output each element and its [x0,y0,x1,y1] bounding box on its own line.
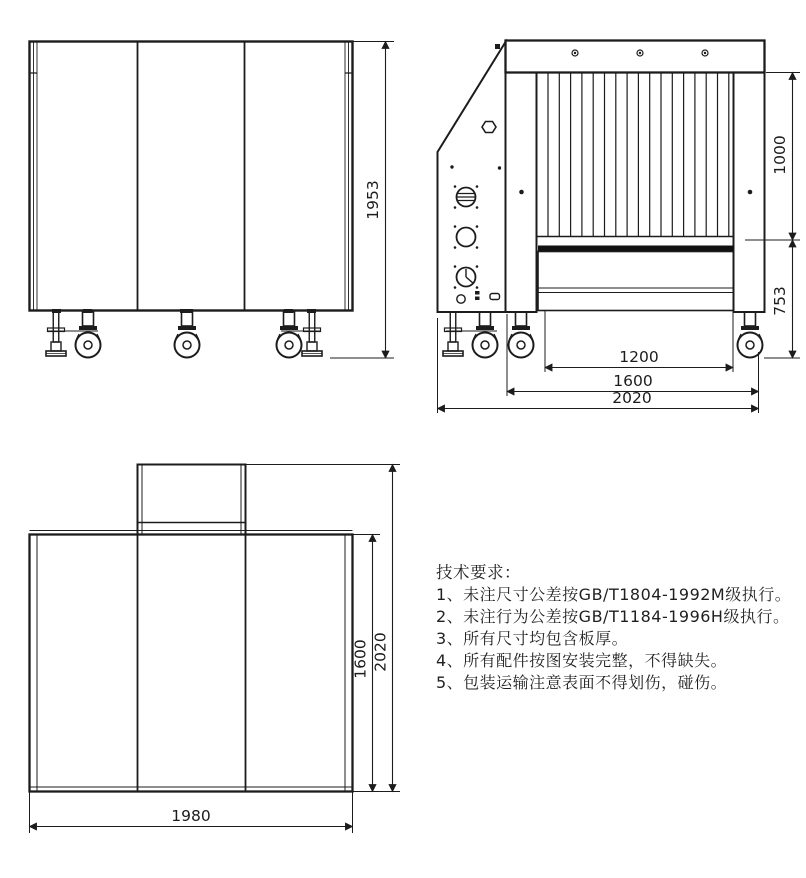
panel-key-switch [454,265,479,289]
top-edge-hairlines [30,531,353,788]
note-line: 1、未注尺寸公差按GB/T1804-1992M级执行。 [436,585,792,604]
side-panel-seams [138,42,245,311]
panel-socket [490,294,500,300]
caster-wheel [473,312,498,358]
panel-screws [450,165,752,194]
panel-handle [482,122,496,133]
lead-curtain [537,73,734,237]
dim-label-2020: 2020 [612,389,652,407]
top-panel-seams [138,535,246,792]
panel-indicator-lamp [457,295,465,303]
dimension-overall-depth [246,465,401,792]
panel-small-switches [475,291,480,300]
conveyor-frame-lines [538,288,734,293]
note-line: 5、包装运输注意表面不得划伤，碰伤。 [436,673,728,692]
notes-title: 技术要求： [436,563,521,582]
top-view [30,465,401,834]
leveling-foot [46,312,66,356]
top-beam-screws [572,50,708,56]
caster-wheel [738,312,763,358]
dim-label-1600-top: 1600 [351,639,370,679]
note-line: 2、未注行为公差按GB/T1184-1996H级执行。 [436,607,790,626]
dim-label-2020-top: 2020 [371,632,390,672]
top-protrusion [138,465,246,535]
caster-wheel [509,312,534,358]
dim-label-1980: 1980 [171,807,211,825]
note-line: 3、所有尺寸均包含板厚。 [436,629,629,648]
caster-wheel [175,312,200,358]
top-side-rails [37,535,345,792]
conveyor-belt [538,246,734,252]
top-body-outline [30,535,353,792]
panel-knob-round [454,225,479,249]
dim-label-1200: 1200 [619,348,659,366]
technical-notes [436,562,800,694]
caster-wheel [76,312,101,358]
front-view [438,41,801,414]
panel-knob-vent [454,185,479,209]
conveyor [538,246,734,311]
side-view [30,42,395,359]
leveling-foot [302,312,322,356]
conveyor-body [538,252,734,311]
dim-label-753: 753 [771,286,789,316]
dimension-overall-width-top [30,792,353,834]
dimension-base-height [771,240,793,358]
caster-wheel [277,312,302,358]
dim-label-1600: 1600 [613,372,653,390]
dim-label-1953: 1953 [364,180,382,220]
control-panel [438,42,506,312]
side-cabinet-outline [30,42,353,311]
panel-top-fitting [495,44,500,49]
note-line: 4、所有配件按图安装完整，不得缺失。 [436,651,728,670]
top-beam [506,41,765,73]
dim-label-1000: 1000 [771,135,789,175]
leveling-foot [443,312,463,356]
dimension-belt-width [545,311,733,373]
side-corner-posts [34,42,349,311]
